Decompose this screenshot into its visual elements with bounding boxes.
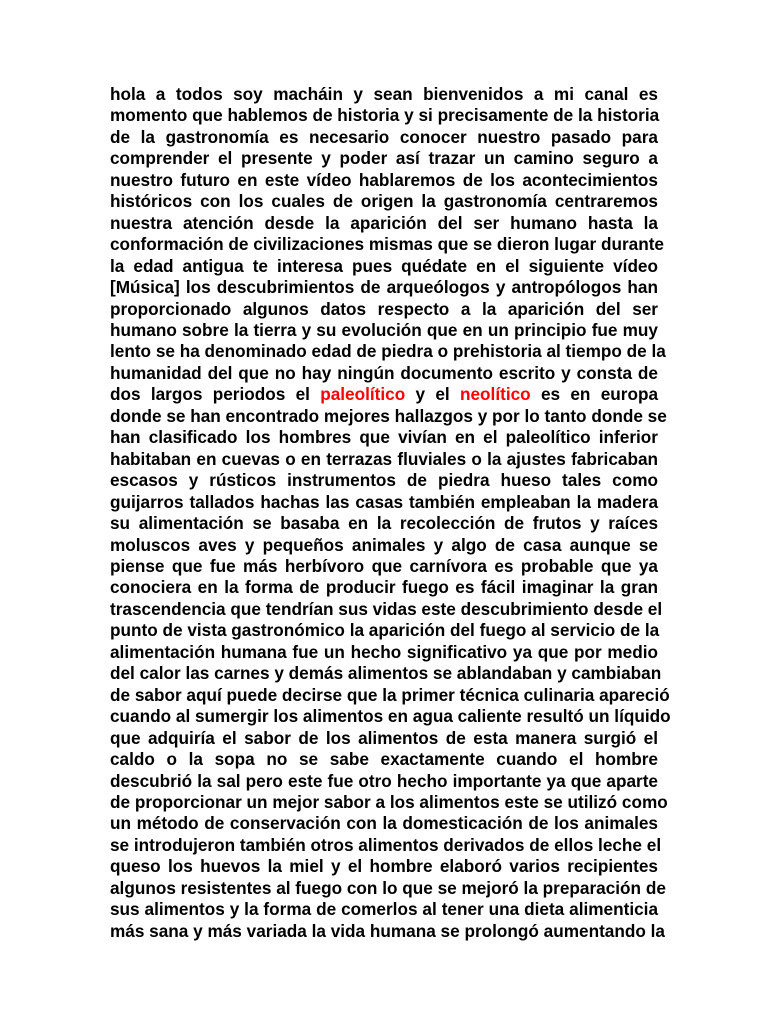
text-line: comprender el presente y poder así trazar un camino seguro a <box>110 148 658 169</box>
text-line: conformación de civilizaciones mismas que se dieron lugar durante <box>110 234 664 255</box>
text-line: nuestro futuro en este vídeo hablaremos de los acontecimientos <box>110 169 658 190</box>
line-text-after: es en europa <box>540 384 659 405</box>
text-line: trascendencia que tendrían sus vidas este descubrimiento desde el <box>110 598 663 619</box>
text-line: queso los huevos la miel y el hombre elaboró varios recipientes <box>110 856 658 877</box>
highlight-neolitico: neolítico <box>460 384 531 405</box>
text-line: piense que fue más herbívoro que carnívora es probable que ya <box>110 555 658 576</box>
text-line: nuestra atención desde la aparición del ser humano hasta la <box>110 212 658 233</box>
text-line: humano sobre la tierra y su evolución que en un principio fue muy <box>110 319 658 340</box>
transcript-text <box>110 84 671 942</box>
text-line: un método de conservación con la domesticación de los animales <box>110 813 658 834</box>
text-line-highlighted <box>110 384 658 405</box>
text-line: sus alimentos y la forma de comerlos al tener una dieta alimenticia <box>110 899 658 920</box>
text-line: algunos resistentes al fuego con lo que se mejoró la preparación de <box>110 877 666 898</box>
text-line: descubrió la sal pero este fue otro hecho importante ya que aparte <box>110 770 658 791</box>
text-line: moluscos aves y pequeños animales y algo de casa aunque se <box>110 534 658 555</box>
text-line: escasos y rústicos instrumentos de piedra hueso tales como <box>110 470 658 491</box>
text-line: se introdujeron también otros alimentos derivados de ellos leche el <box>110 834 662 855</box>
text-line: proporcionado algunos datos respecto a la aparición del ser <box>110 298 658 319</box>
text-line: habitaban en cuevas o en terrazas fluviales o la ajustes fabricaban <box>110 448 658 469</box>
text-line: lento se ha denominado edad de piedra o prehistoria al tiempo de la <box>110 341 666 362</box>
text-line: han clasificado los hombres que vivían en el paleolítico inferior <box>110 427 658 448</box>
text-line: humanidad del que no hay ningún documento escrito y consta de <box>110 362 658 383</box>
text-line: donde se han encontrado mejores hallazgos y por lo tanto donde se <box>110 405 667 426</box>
text-line: más sana y más variada la vida humana se prolongó aumentando la <box>110 920 665 941</box>
text-line: que adquiría el sabor de los alimentos de esta manera surgió el <box>110 727 658 748</box>
text-line: momento que hablemos de historia y si precisamente de la historia <box>110 105 660 126</box>
text-line: guijarros tallados hachas las casas también empleaban la madera <box>110 491 658 512</box>
text-line: de sabor aquí puede decirse que la primer técnica culinaria apareció <box>110 684 670 705</box>
text-line: del calor las carnes y demás alimentos se ablandaban y cambiaban <box>110 663 662 684</box>
text-line: caldo o la sopa no se sabe exactamente cuando el hombre <box>110 749 658 770</box>
text-line: su alimentación se basaba en la recolección de frutos y raíces <box>110 513 658 534</box>
highlight-paleolitico: paleolítico <box>320 384 406 405</box>
text-line: la edad antigua te interesa pues quédate en el siguiente vídeo <box>110 255 658 276</box>
text-line: [Música] los descubrimientos de arqueólogos y antropólogos han <box>110 277 658 298</box>
text-line: hola a todos soy macháin y sean bienvenidos a mi canal es <box>110 84 658 104</box>
text-line: de la gastronomía es necesario conocer nuestro pasado para <box>110 126 658 147</box>
text-line: conociera en la forma de producir fuego es fácil imaginar la gran <box>110 577 658 598</box>
line-text-middle: y el <box>415 384 450 405</box>
text-line: punto de vista gastronómico la aparición del fuego al servicio de la <box>110 620 660 641</box>
text-line: cuando al sumergir los alimentos en agua caliente resultó un líquido <box>110 706 671 727</box>
line-text-before: dos largos periodos el <box>110 384 310 405</box>
text-line: alimentación humana fue un hecho significativo ya que por medio <box>110 641 658 662</box>
text-line: históricos con los cuales de origen la gastronomía centraremos <box>110 191 658 212</box>
text-line: de proporcionar un mejor sabor a los alimentos este se utilizó como <box>110 791 668 812</box>
